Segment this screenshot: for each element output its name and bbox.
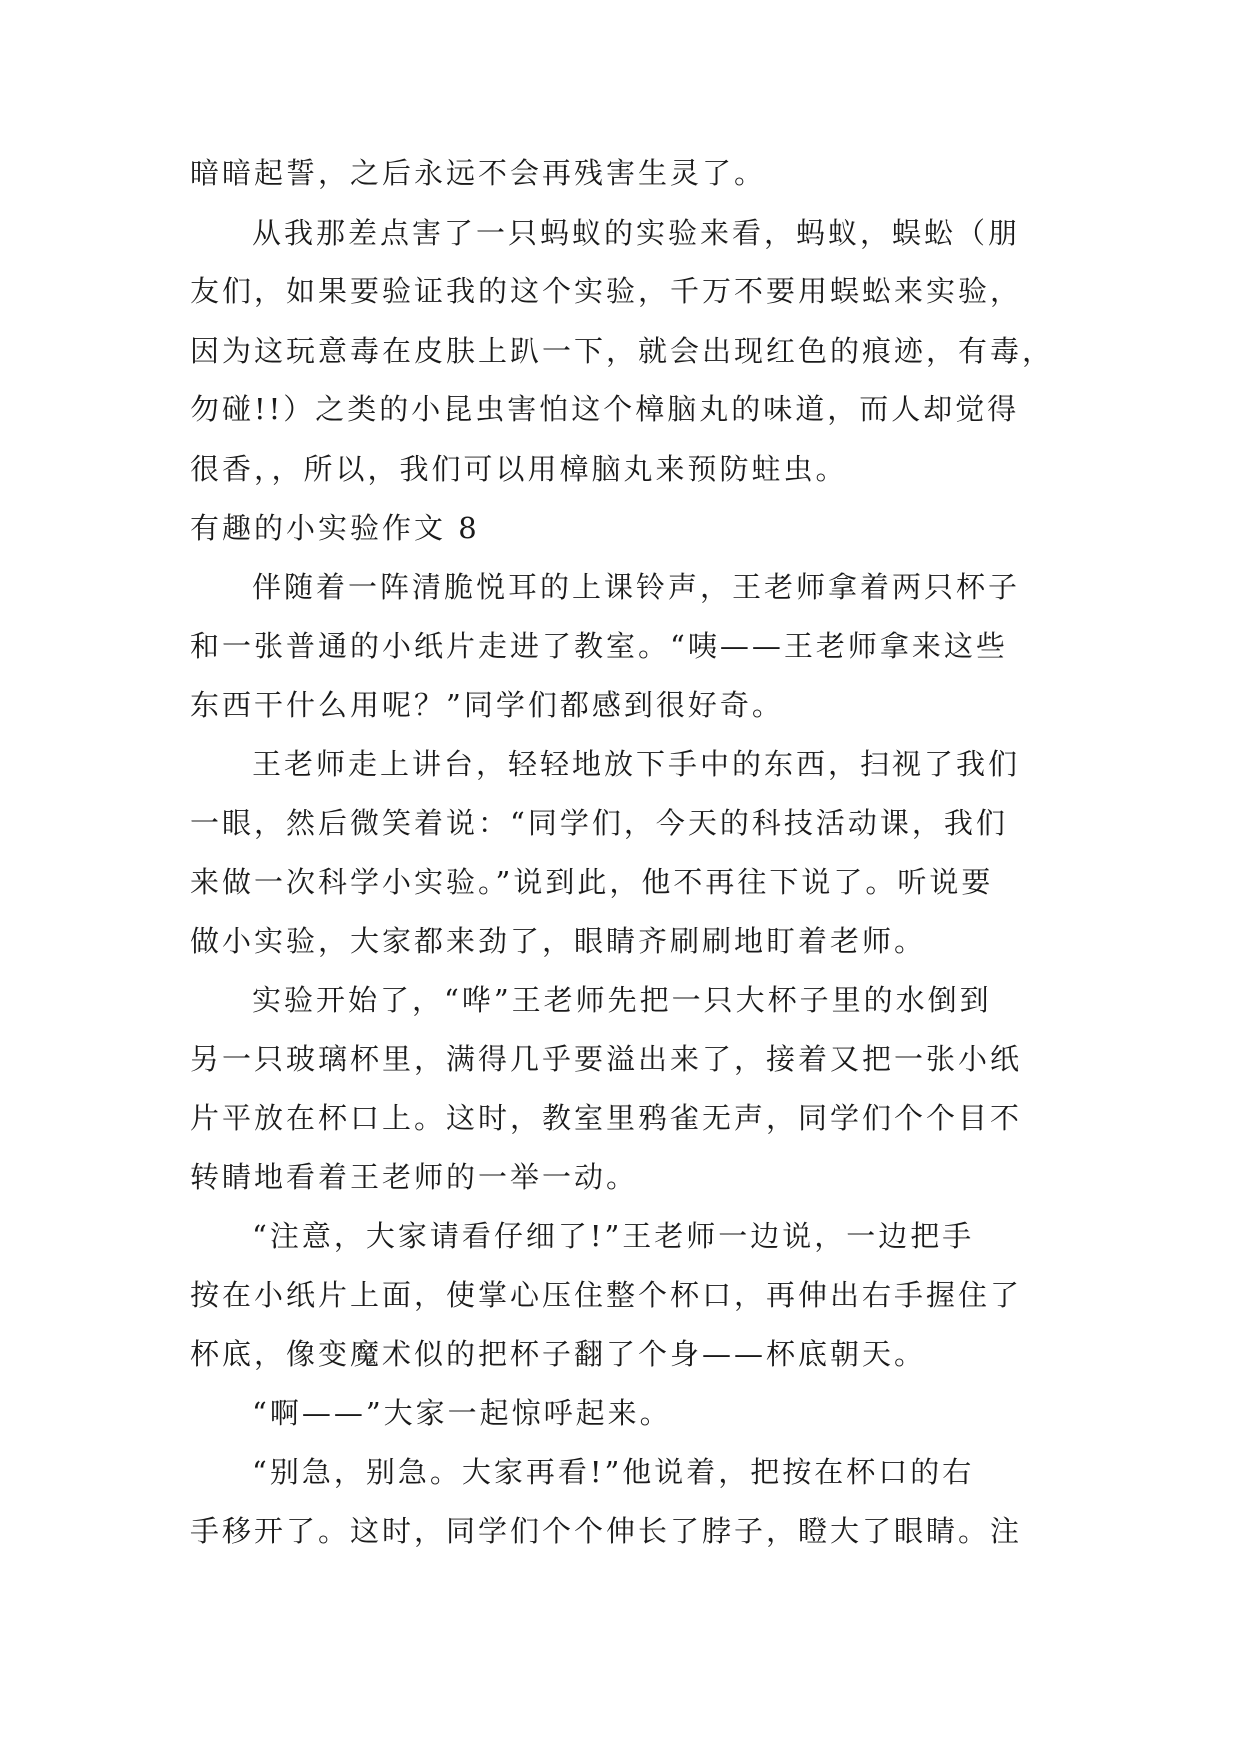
text-line: 很香，，所以，我们可以用樟脑丸来预防蛀虫。 [190,452,848,486]
text-line: 暗暗起誓，之后永远不会再残害生灵了。 [190,156,767,190]
paragraph-start-line: 王老师走上讲台，轻轻地放下手中的东西，扫视了我们 [252,747,1021,781]
section-heading: 有趣的小实验作文 8 [190,511,480,545]
text-line: 来做一次科学小实验。”说到此，他不再往下说了。听说要 [190,865,994,899]
text-line: 片平放在杯口上。这时，教室里鸦雀无声，同学们个个目不 [190,1101,1023,1135]
paragraph-start-line: 从我那差点害了一只蚂蚁的实验来看，蚂蚁，蜈蚣（朋 [252,216,1021,250]
text-line: 和一张普通的小纸片走进了教室。“咦——王老师拿来这些 [190,629,1008,663]
paragraph-start-line: “注意，大家请看仔细了!”王老师一边说，一边把手 [252,1219,975,1253]
text-line: 东西干什么用呢？”同学们都感到很好奇。 [190,688,784,722]
text-line: 转睛地看着王老师的一举一动。 [190,1160,639,1194]
text-line: 做小实验，大家都来劲了，眼睛齐刷刷地盯着老师。 [190,924,927,958]
text-line: 友们，如果要验证我的这个实验，千万不要用蜈蚣来实验， [190,274,1023,308]
text-line: 另一只玻璃杯里，满得几乎要溢出来了，接着又把一张小纸 [190,1042,1023,1076]
text-line: 因为这玩意毒在皮肤上趴一下，就会出现红色的痕迹，有毒， [190,334,1055,368]
text-line: 手移开了。这时，同学们个个伸长了脖子，瞪大了眼睛。注 [190,1514,1023,1548]
text-line: 杯底，像变魔术似的把杯子翻了个身——杯底朝天。 [190,1337,927,1371]
text-line: 按在小纸片上面，使掌心压住整个杯口，再伸出右手握住了 [190,1278,1023,1312]
paragraph-start-line: “啊——”大家一起惊呼起来。 [252,1396,672,1430]
text-line: 一眼，然后微笑着说：“同学们，今天的科技活动课，我们 [190,806,1008,840]
paragraph-start-line: 伴随着一阵清脆悦耳的上课铃声，王老师拿着两只杯子 [252,570,1021,604]
text-line: 勿碰!!）之类的小昆虫害怕这个樟脑丸的味道，而人却觉得 [190,392,1020,426]
paragraph-start-line: “别急，别急。大家再看!”他说着，把按在杯口的右 [252,1455,975,1489]
paragraph-start-line: 实验开始了，“哗”王老师先把一只大杯子里的水倒到 [252,983,992,1017]
